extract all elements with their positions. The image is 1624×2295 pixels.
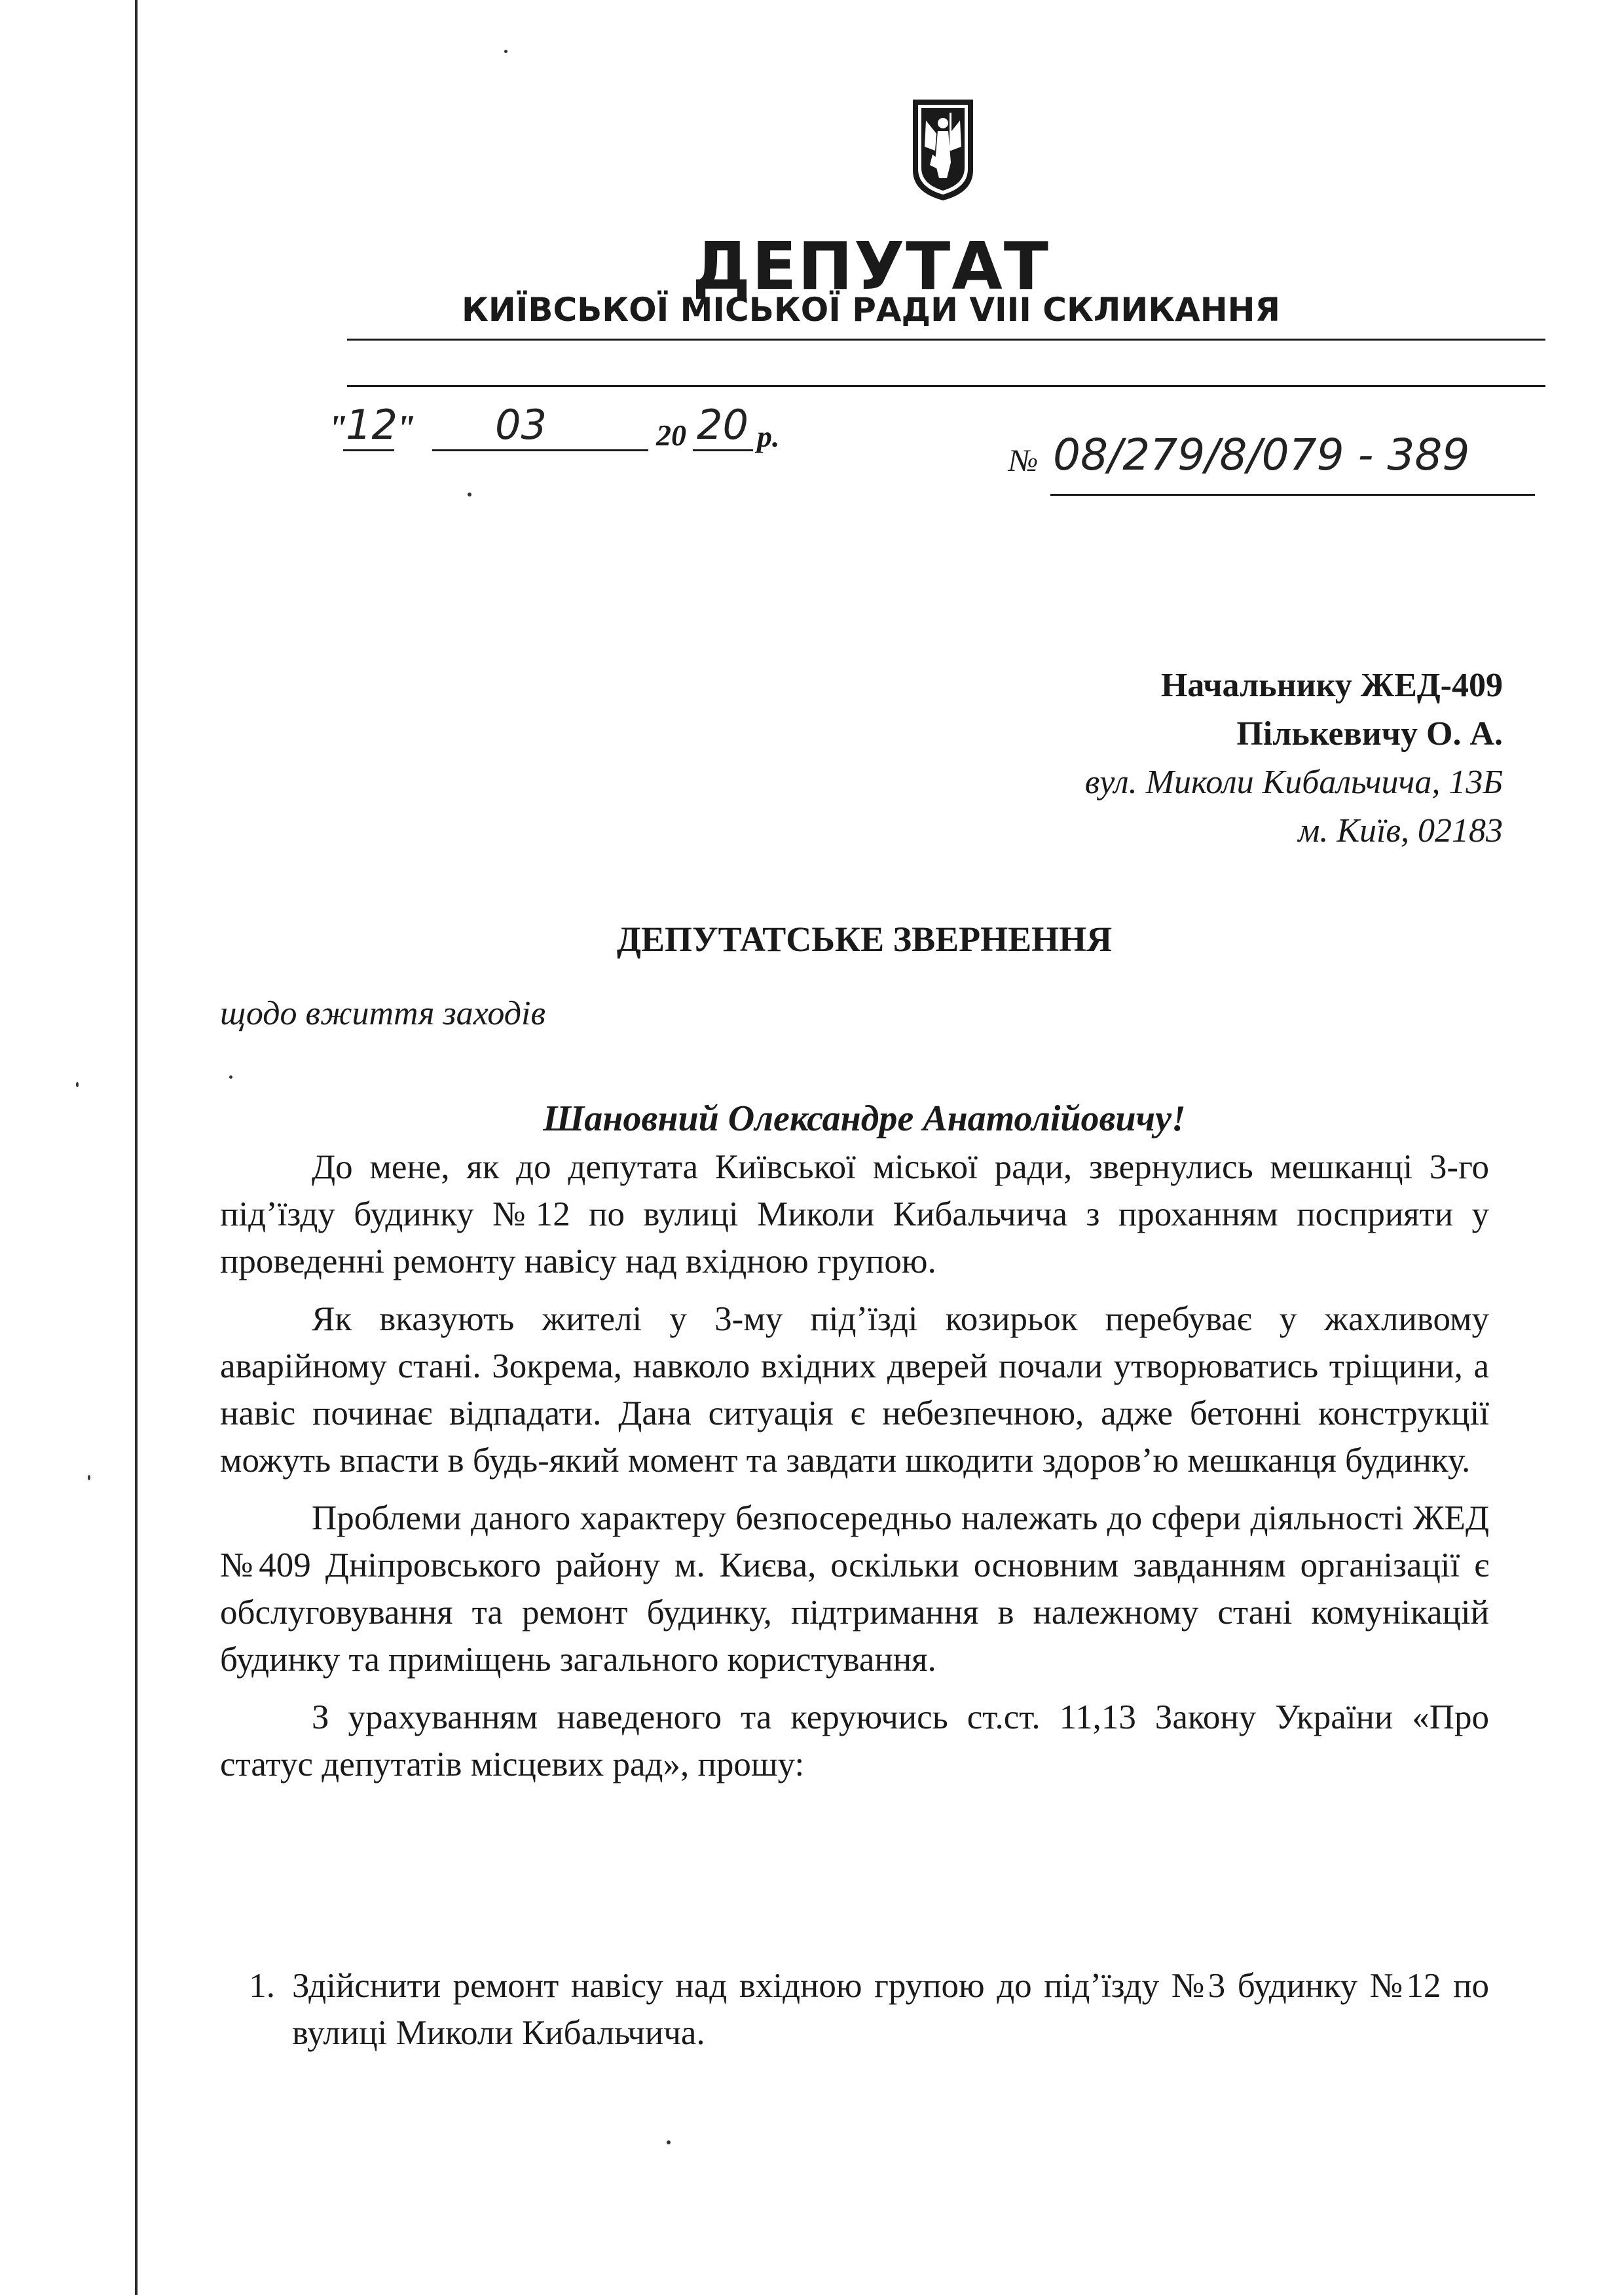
addressee-block bbox=[1085, 662, 1503, 855]
scan-speck bbox=[504, 50, 507, 53]
paragraph: Як вказують жителі у 3-му під’їзді козирьок перебуває у жахливому аварійному стані. Зокрема, навколо вхідних дверей почали утворюватись тріщини, а навіс починає відпадати. Дана ситуація є небезпечною, адже бетонні конструкції можуть впасти в будь-який момент та завдати шкодити здоров’ю мешканця будинку. bbox=[220, 1300, 1489, 1480]
paragraph: До мене, як до депутата Київської міської ради, звернулись мешканці 3-го під’їзду будинку №12 по вулиці Миколи Кибальчича з проханням посприяти у проведенні ремонту навісу над вхідною групою. bbox=[220, 1148, 1489, 1280]
reference-prefix: № bbox=[1008, 443, 1039, 478]
scan-speck bbox=[76, 1082, 79, 1087]
scan-speck bbox=[229, 1075, 232, 1079]
date-year-mark: р. bbox=[757, 420, 780, 453]
date-day-underline bbox=[343, 449, 394, 451]
date-quote-open: " bbox=[327, 408, 348, 449]
paragraph: Проблеми даного характеру безпосередньо належать до сфери діяльності ЖЕД №409 Дніпровського району м. Києва, оскільки основним завданням організації є обслуговування та ремонт будинку, підтримання в належному стані комунікацій будинку та приміщень загального користування. bbox=[220, 1499, 1489, 1679]
header-title: ДЕПУТАТ bbox=[692, 228, 1050, 305]
addressee-position: Начальнику ЖЕД-409 bbox=[1160, 667, 1503, 704]
header-rule-top bbox=[347, 339, 1545, 341]
document-subject: щодо вжиття заходів bbox=[220, 995, 546, 1032]
salutation: Шановний Олександре Анатолійовичу! bbox=[543, 1098, 1186, 1139]
date-month-underline bbox=[432, 449, 648, 451]
list-item bbox=[220, 1962, 1489, 2057]
date-quote-close: " bbox=[396, 408, 416, 449]
document-title: ДЕПУТАТСЬКЕ ЗВЕРНЕННЯ bbox=[616, 920, 1113, 959]
reference-number: 08/279/8/079 - 389 bbox=[1053, 430, 1470, 480]
scan-speck bbox=[468, 493, 471, 496]
scan-edge-line bbox=[135, 0, 138, 2295]
date-day: 12 bbox=[346, 401, 397, 449]
date-year-underline bbox=[693, 449, 753, 451]
header-rule-bottom bbox=[347, 385, 1545, 387]
addressee-street: вул. Миколи Кибальчича, 13Б bbox=[1084, 764, 1503, 801]
date-year-suffix: 20 bbox=[697, 401, 748, 449]
scan-speck bbox=[667, 2140, 671, 2144]
addressee-city: м. Київ, 02183 bbox=[1298, 812, 1503, 849]
date-year-prefix: 20 bbox=[656, 419, 686, 452]
header-subtitle: КИЇВСЬКОЇ МІСЬКОЇ РАДИ VIII СКЛИКАННЯ bbox=[462, 291, 1280, 329]
reference-underline bbox=[1050, 494, 1535, 496]
list-item-text: Здійснити ремонт навісу над вхідною групою до під’їзду №3 будинку №12 по вулиці Миколи Кибальчича. bbox=[292, 1967, 1489, 2052]
paragraph: З урахуванням наведеного та керуючись ст.ст. 11,13 Закону України «Про статус депутатів місцевих рад», прошу: bbox=[220, 1698, 1489, 1783]
scan-speck bbox=[88, 1475, 90, 1480]
request-list bbox=[220, 1962, 1489, 2057]
addressee-name: Пількевичу О. А. bbox=[1236, 715, 1503, 753]
kyiv-coat-of-arms-icon bbox=[910, 97, 976, 203]
body-text bbox=[220, 1144, 1489, 1788]
list-item-number: 1. bbox=[249, 1967, 275, 2005]
date-month: 03 bbox=[495, 401, 547, 449]
